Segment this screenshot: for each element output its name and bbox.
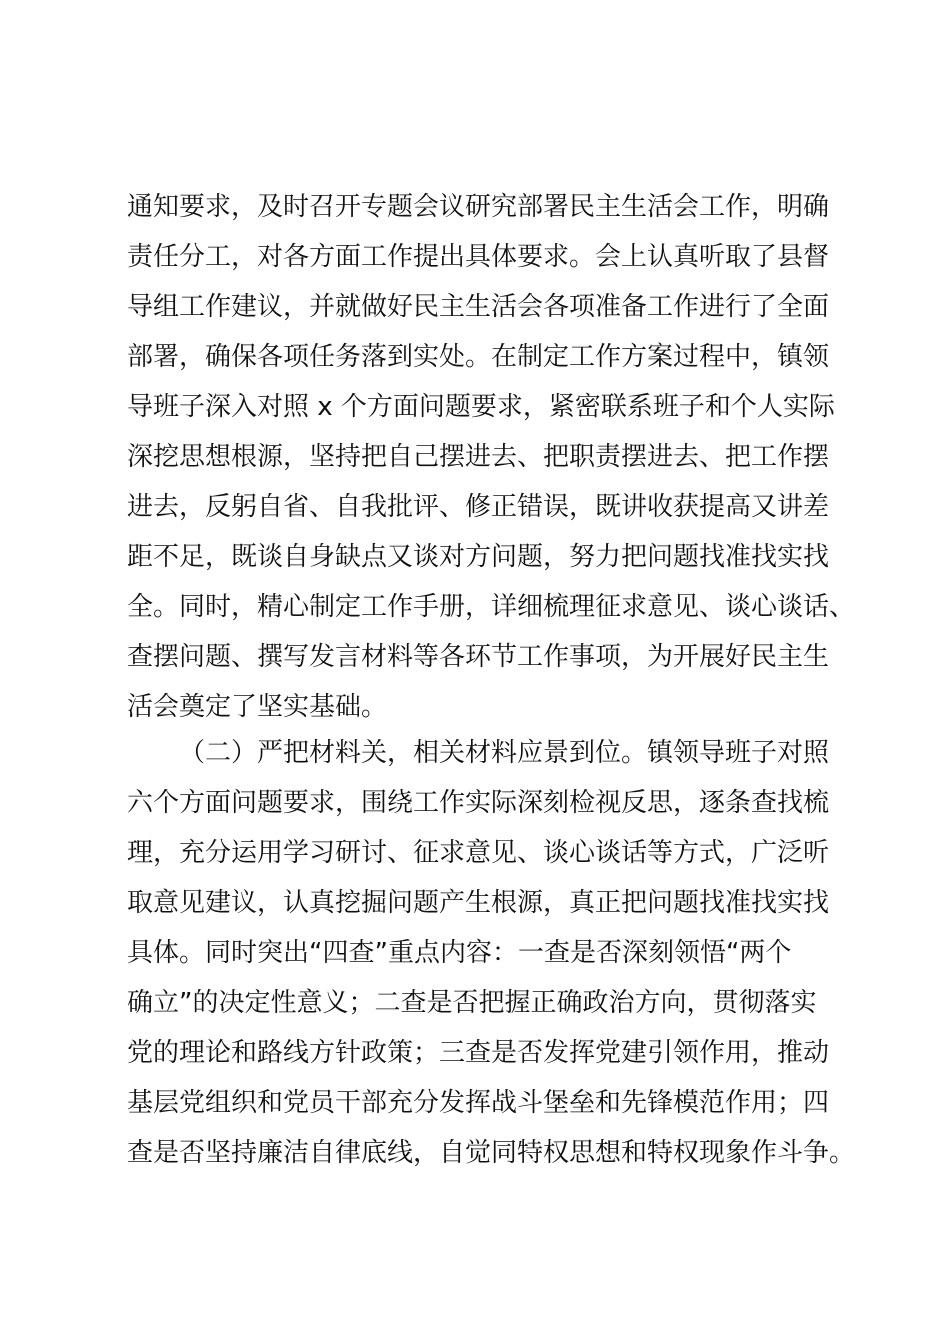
paragraph-1-line-6: 深挖思想根源，坚持把自己摆进去、把职责摆进去、把工作摆: [127, 442, 830, 472]
paragraph-2-line-6: 确立”的决定性意义；二查是否把握正确政治方向，贯彻落实: [127, 988, 817, 1018]
paragraph-1-line-11: 活会奠定了坚实基础。: [127, 692, 388, 722]
paragraph-2-line-4: 取意见建议，认真挖掘问题产生根源，真正把问题找准找实找: [127, 888, 830, 918]
paragraph-1-line-5: 导班子深入对照 x 个方面问题要求，紧密联系班子和个人实际: [127, 392, 835, 422]
paragraph-1-line-2: 责任分工，对各方面工作提出具体要求。会上认真听取了县督: [127, 242, 830, 272]
paragraph-1-line-8: 距不足，既谈自身缺点又谈对方问题，努力把问题找准找实找: [127, 542, 830, 572]
paragraph-2-line-7: 党的理论和路线方针政策；三查是否发挥党建引领作用，推动: [127, 1038, 830, 1068]
paragraph-1-line-3: 导组工作建议，并就做好民主生活会各项准备工作进行了全面: [127, 292, 830, 322]
paragraph-1-line-1: 通知要求，及时召开专题会议研究部署民主生活会工作，明确: [127, 192, 830, 222]
paragraph-1-line-9: 全。同时，精心制定工作手册，详细梳理征求意见、谈心谈话、: [127, 592, 856, 622]
paragraph-1-line-7: 进去，反躬自省、自我批评、修正错误，既讲收获提高又讲差: [127, 492, 830, 522]
paragraph-2-line-8: 基层党组织和党员干部充分发挥战斗堡垒和先锋模范作用；四: [127, 1088, 830, 1118]
paragraph-1-line-10: 查摆问题、撰写发言材料等各环节工作事项，为开展好民主生: [127, 642, 830, 672]
paragraph-2-line-2: 六个方面问题要求，围绕工作实际深刻检视反思，逐条查找梳: [127, 788, 830, 818]
paragraph-1-line-4: 部署，确保各项任务落到实处。在制定工作方案过程中，镇领: [127, 342, 830, 372]
paragraph-2-line-5: 具体。同时突出“四查”重点内容：一查是否深刻领悟“两个: [127, 938, 792, 968]
paragraph-2-line-1: （二）严把材料关，相关材料应景到位。镇领导班子对照: [179, 738, 830, 768]
paragraph-2-line-9: 查是否坚持廉洁自律底线，自觉同特权思想和特权现象作斗争。: [127, 1138, 856, 1168]
paragraph-2-line-3: 理，充分运用学习研讨、征求意见、谈心谈话等方式，广泛听: [127, 838, 830, 868]
